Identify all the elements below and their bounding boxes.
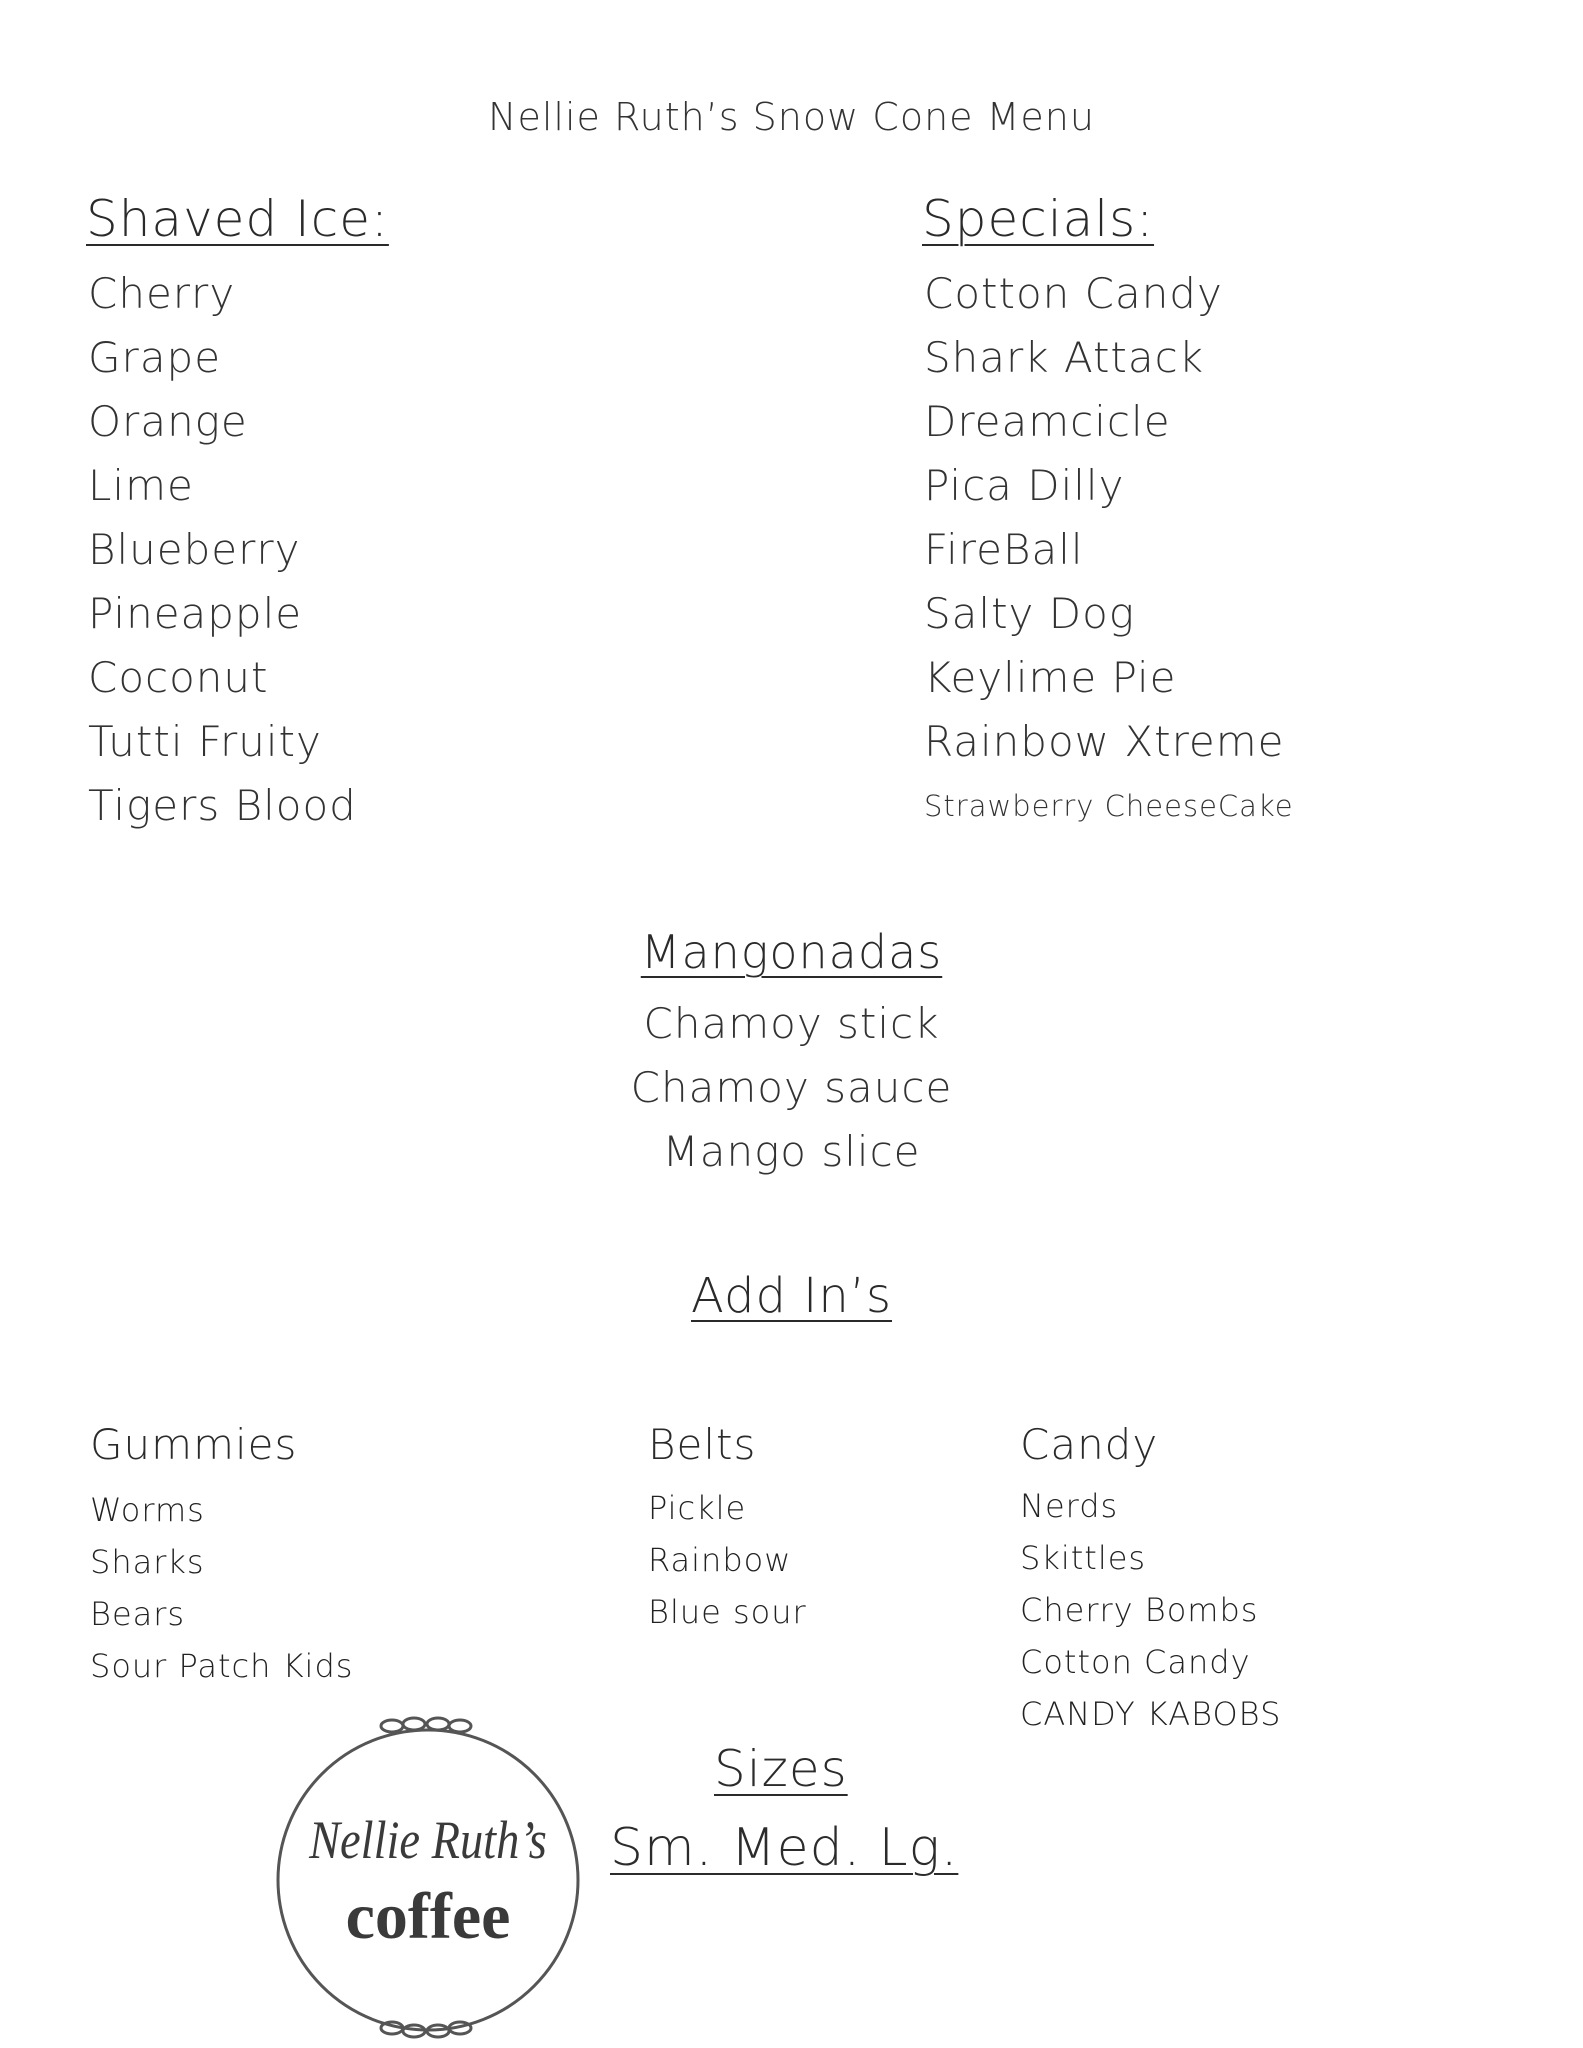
list-item: Pica Dilly (924, 461, 1125, 510)
list-item: Coconut (88, 653, 269, 702)
list-item: Blue sour (648, 1593, 807, 1631)
list-item: Tutti Fruity (88, 717, 322, 766)
candy-heading: Candy (1020, 1420, 1159, 1469)
list-item: Cherry Bombs (1020, 1591, 1259, 1629)
list-item: Pickle (648, 1489, 747, 1527)
list-item: Cotton Candy (924, 269, 1223, 318)
chain-bottom-icon (381, 2022, 471, 2037)
belts-list (648, 1482, 807, 1638)
logo-line1: Nellie Ruth’s (309, 1809, 547, 1870)
sizes-value: Sm. Med. Lg. (610, 1818, 959, 1878)
shaved-ice-heading: Shaved Ice: (86, 190, 389, 248)
list-item: Mango slice (662, 1127, 921, 1176)
list-item: Tigers Blood (88, 781, 357, 830)
logo-line2: coffee (345, 1880, 511, 1953)
list-item: Skittles (1020, 1539, 1147, 1577)
list-item: Pineapple (88, 589, 303, 638)
list-item: Sharks (90, 1543, 205, 1581)
list-item: Dreamcicle (924, 397, 1171, 446)
belts-heading: Belts (648, 1420, 757, 1469)
list-item: Cotton Candy (1020, 1643, 1251, 1681)
candy-list (1020, 1480, 1281, 1740)
list-item: Strawberry CheeseCake (924, 789, 1294, 823)
list-item: Worms (90, 1491, 205, 1529)
specials-heading: Specials: (922, 190, 1155, 248)
page-title: Nellie Ruth’s Snow Cone Menu (488, 95, 1095, 139)
list-item: Rainbow (648, 1541, 792, 1579)
mangonadas-list (0, 992, 1583, 1184)
list-item: Blueberry (88, 525, 301, 574)
gummies-heading: Gummies (90, 1420, 298, 1469)
list-item: Orange (88, 397, 248, 446)
list-item: CANDY KABOBS (1020, 1695, 1282, 1733)
list-item: Rainbow Xtreme (924, 717, 1285, 766)
specials-list (924, 262, 1294, 838)
mangonadas-heading: Mangonadas (640, 925, 943, 979)
list-item: Sour Patch Kids (90, 1647, 354, 1685)
list-item: Bears (90, 1595, 186, 1633)
list-item: Salty Dog (924, 589, 1135, 638)
list-item: Keylime Pie (924, 653, 1177, 702)
gummies-list (90, 1484, 353, 1692)
shaved-ice-list (88, 262, 357, 838)
list-item: Nerds (1020, 1487, 1119, 1525)
list-item: FireBall (924, 525, 1084, 574)
list-item: Shark Attack (924, 333, 1205, 382)
sizes-heading: Sizes (714, 1740, 848, 1798)
list-item: Chamoy stick (643, 999, 940, 1048)
add-ins-heading: Add In’s (690, 1268, 893, 1324)
coffee-logo (262, 1710, 594, 2042)
list-item: Chamoy sauce (630, 1063, 953, 1112)
list-item: Cherry (88, 269, 236, 318)
list-item: Lime (88, 461, 194, 510)
list-item: Grape (88, 333, 222, 382)
